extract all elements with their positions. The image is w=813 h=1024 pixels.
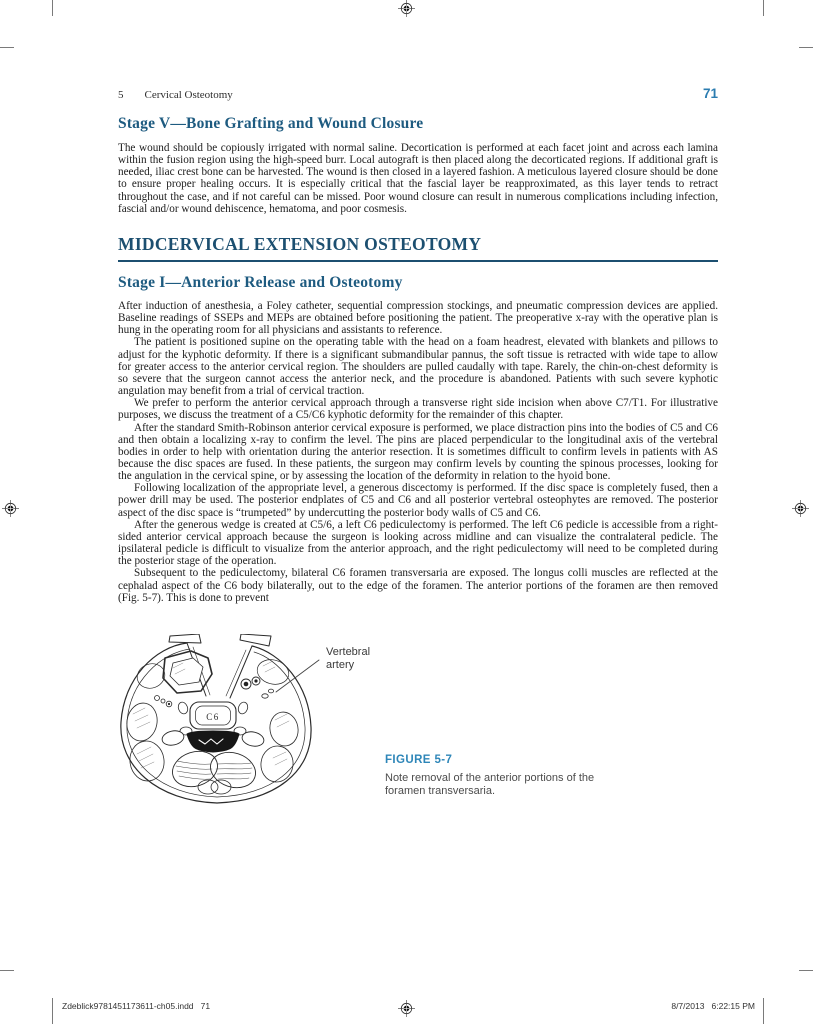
vertebral-artery-label: Vertebral artery	[326, 645, 371, 671]
registration-mark-icon	[2, 500, 19, 517]
crop-mark	[799, 47, 813, 48]
running-head	[118, 86, 718, 101]
registration-mark-icon	[398, 1000, 415, 1017]
body-paragraph: We prefer to perform the anterior cervical approach through a transverse right side incision when above C7/T1. For illustrative purposes, we discuss the treatment of a C5/C6 kyphotic deformity for the remainder of this chapter.	[118, 397, 718, 422]
text-column	[118, 86, 718, 857]
registration-mark-icon	[792, 500, 809, 517]
chapter-title: Cervical Osteotomy	[144, 89, 233, 101]
footer-timestamp: 8/7/2013 6:22:15 PM	[671, 1001, 755, 1011]
figure-caption-title: FIGURE 5-7	[385, 753, 453, 766]
body-paragraph: After induction of anesthesia, a Foley catheter, sequential compression stockings, and pneumatic compression devices are applied. Baseline readings of SSEPs and MEPs are obtained before positioning the patient. The preoperative x-ray with the operative plan is hung in the operating room for all physicians and assistants to reference.	[118, 299, 718, 337]
c6-label: C6	[206, 711, 220, 722]
body-paragraph: After the standard Smith-Robinson anterior cervical exposure is performed, we place distraction pins into the bodies of C5 and C6 and then obtain a localizing x-ray to confirm the level. The pins are placed perpendicular to the longitudinal axis of the vertebral bodies in order to help with orientation during the anterior resection. It is sometimes difficult to confirm levels in patients with AS because the disc spaces are fused. In these patients, the surgeon may confirm levels by counting the spinous processes, looking for the angulation in the cervical spine, or by assessing the location of the deformity in relation to the hyoid bone.	[118, 421, 718, 483]
registration-mark-icon	[398, 0, 415, 17]
figure-5-7	[113, 632, 718, 857]
stage-v-heading: Stage V—Bone Grafting and Wound Closure	[118, 115, 424, 132]
crop-mark	[763, 0, 764, 16]
body-paragraph: After the generous wedge is created at C5/6, a left C6 pediculectomy is performed. The left C6 pedicle is accessible from a right-sided anterior cervical approach because the surgeon is looking across midline and can visualize the contralateral pedicle. The ipsilateral pedicle is difficult to visualize from the anterior approach, and the right pediculectomy will need to be completed during the posterior stage of the operation.	[118, 518, 718, 568]
crop-mark	[799, 970, 813, 971]
body-paragraph: Following localization of the appropriate level, a generous discectomy is performed. If the disc space is completely fused, then a power drill may be used. The posterior endplates of C5 and C6 and all posterior vertebral osteophytes are removed. The posterior aspect of the disc space is “trumpeted” by undercutting the posterior body walls of C5 and C6.	[118, 482, 718, 519]
chapter-number: 5	[118, 89, 124, 101]
page-number: 71	[702, 86, 718, 101]
crop-mark	[52, 0, 53, 16]
figure-caption-text: Note removal of the anterior portions of the foramen transversaria.	[385, 771, 595, 798]
body-paragraph: Subsequent to the pediculectomy, bilateral C6 foramen transversaria are exposed. The longus colli muscles are reflected at the cephalad aspect of the C6 body bilaterally, out to the edge of the foramen. The anterior portions of the foramen are then removed (Fig. 5-7). This is done to prevent	[118, 567, 718, 604]
crop-mark	[763, 998, 764, 1024]
crop-mark	[52, 998, 53, 1024]
footer-filename: Zdeblick9781451173611-ch05.indd 71	[62, 1001, 211, 1011]
body-paragraph: The patient is positioned supine on the operating table with the head on a foam headrest, elevated with blankets and pillows to adjust for the kyphotic deformity. If there is a significant submandibular pannus, the soft tissue is retracted with wide tape to allow for greater access to the anterior cervical region. The shoulders are pulled caudally with tape. Rarely, the chin-on-chest deformity is so severe that the surgeon cannot access the anterior neck, and the procedure is abandoned. Patients with such severe kyphotic angulation may benefit from a trial of cervical traction.	[118, 336, 718, 398]
midcervical-heading: MIDCERVICAL EXTENSION OSTEOTOMY	[118, 234, 718, 262]
figure-caption	[385, 754, 599, 799]
stage-i-heading: Stage I—Anterior Release and Osteotomy	[118, 273, 403, 291]
crop-mark	[0, 970, 14, 971]
crop-mark	[0, 47, 14, 48]
body-paragraph: The wound should be copiously irrigated with normal saline. Decortication is performed at each facet joint and across each lamina within the fusion region using the high-speed burr. Local autograft is then placed along the decorticated regions. If additional graft is needed, iliac crest bone can be harvested. The wound is then closed in a layered fashion. A meticulous layered closure should be done to ensure proper healing occurs. It is especially critical that the fascial layer be reapproximated, as this layer tends to retract throughout the case, and if not careful can be missed. Poor wound closure can result in numerous complications including infection, fascial and/or wound dehiscence, hematoma, and poor cosmesis.	[118, 142, 718, 215]
axial-cross-section-illustration	[113, 634, 325, 809]
